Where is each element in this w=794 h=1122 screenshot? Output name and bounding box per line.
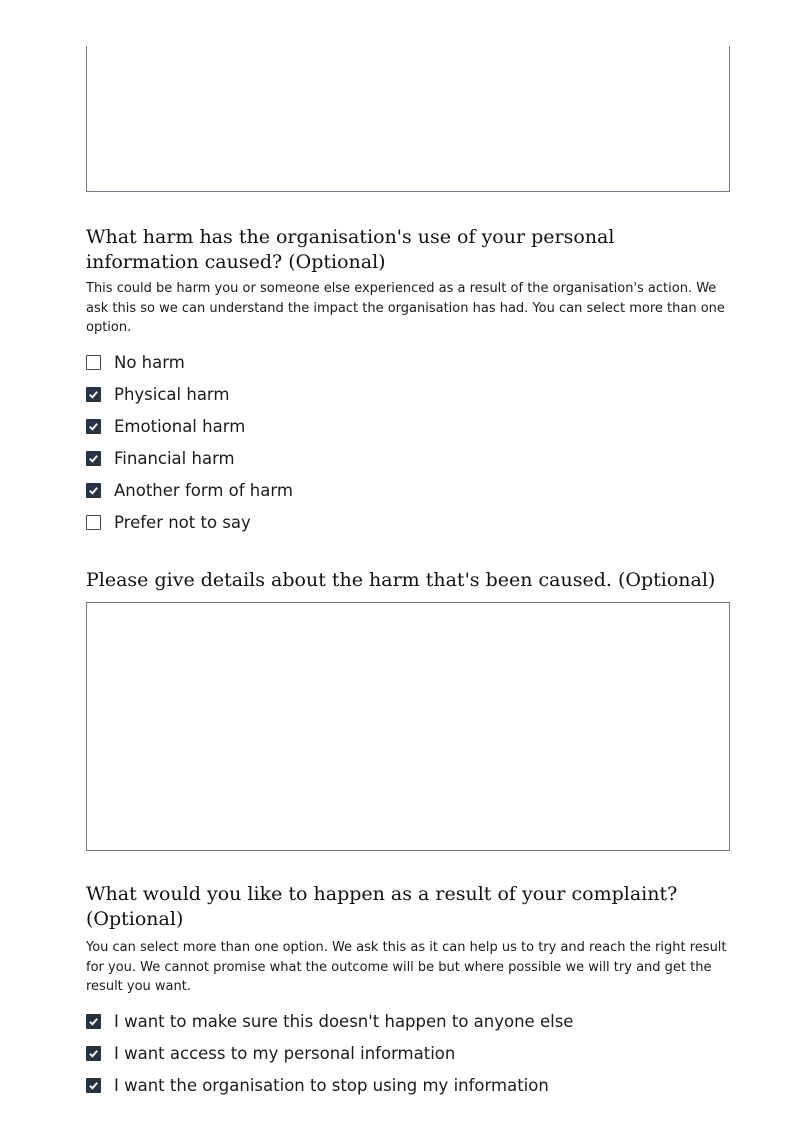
checkmark-icon [88, 421, 99, 432]
harm-option-emotional[interactable] [86, 411, 730, 443]
outcome-option-prevent[interactable] [86, 1006, 730, 1038]
physical-harm-checkbox[interactable] [86, 387, 101, 402]
outcome-question-hint: You can select more than one option. We ask this as it can help us to try and reach the right result for you. We cannot promise what the outcome will be but where possible we will try and get the result you want. [86, 940, 727, 994]
option-label: Another form of harm [114, 481, 293, 500]
checkmark-icon [88, 389, 99, 400]
prevent-recurrence-checkbox[interactable] [86, 1014, 101, 1029]
stop-using-information-checkbox[interactable] [86, 1078, 101, 1093]
harm-question-title: What harm has the organisation's use of your personal information caused? (Optional) [86, 226, 615, 273]
harm-option-another[interactable] [86, 475, 730, 507]
harm-details-question [86, 568, 730, 593]
access-information-checkbox[interactable] [86, 1046, 101, 1061]
emotional-harm-checkbox[interactable] [86, 419, 101, 434]
harm-question [86, 225, 730, 539]
option-label: Physical harm [114, 385, 230, 404]
previous-details-textarea[interactable] [86, 46, 730, 192]
checkmark-icon [88, 485, 99, 496]
option-label: I want to make sure this doesn't happen to anyone else [114, 1012, 574, 1031]
harm-question-hint: This could be harm you or someone else experienced as a result of the organisation's action. We ask this so we can understand the impact the organisation has had. You can select more than one option. [86, 281, 725, 335]
no-harm-checkbox[interactable] [86, 355, 101, 370]
harm-option-financial[interactable] [86, 443, 730, 475]
option-label: I want access to my personal information [114, 1044, 456, 1063]
checkmark-icon [88, 1080, 99, 1091]
harm-details-title: Please give details about the harm that's been caused. (Optional) [86, 569, 716, 591]
option-label: Prefer not to say [114, 513, 251, 532]
option-label: No harm [114, 353, 185, 372]
prefer-not-to-say-checkbox[interactable] [86, 515, 101, 530]
outcome-options [86, 1006, 730, 1102]
outcome-question [86, 882, 730, 1102]
harm-option-no-harm[interactable] [86, 347, 730, 379]
checkmark-icon [88, 1016, 99, 1027]
checkmark-icon [88, 1048, 99, 1059]
financial-harm-checkbox[interactable] [86, 451, 101, 466]
option-label: Emotional harm [114, 417, 246, 436]
harm-options [86, 347, 730, 539]
harm-details-textarea[interactable] [86, 602, 730, 851]
outcome-question-title: What would you like to happen as a result of your complaint? (Optional) [86, 883, 678, 930]
outcome-option-stop[interactable] [86, 1070, 730, 1102]
outcome-option-access[interactable] [86, 1038, 730, 1070]
harm-option-prefer-not[interactable] [86, 507, 730, 539]
option-label: I want the organisation to stop using my information [114, 1076, 549, 1095]
checkmark-icon [88, 453, 99, 464]
another-harm-checkbox[interactable] [86, 483, 101, 498]
harm-option-physical[interactable] [86, 379, 730, 411]
option-label: Financial harm [114, 449, 235, 468]
